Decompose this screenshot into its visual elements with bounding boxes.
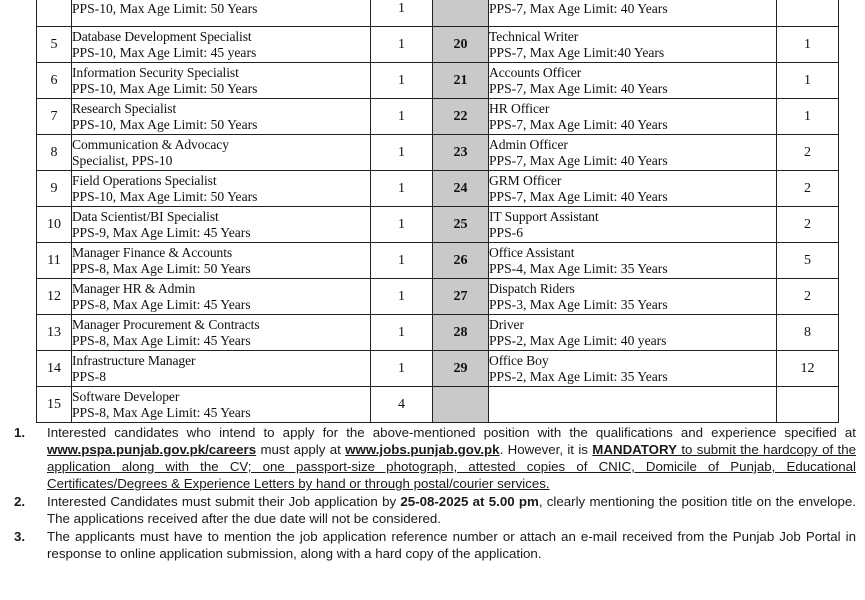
post-title: Manager HR & Admin — [72, 280, 196, 296]
post-count: 1 — [371, 315, 433, 351]
post-subtitle: PPS-8, Max Age Limit: 45 Years — [72, 332, 251, 348]
deadline-text: 25-08-2025 at 5.00 pm — [400, 494, 539, 509]
post-title: Information Security Specialist — [72, 64, 239, 80]
table-row — [37, 279, 839, 315]
post-title: HR Officer — [489, 100, 550, 116]
post-count: 1 — [371, 243, 433, 279]
serial-number: 27 — [433, 279, 489, 315]
post-title: Software Developer — [72, 388, 180, 404]
serial-number: 28 — [433, 315, 489, 351]
table-row — [37, 387, 839, 423]
post-title: Office Boy — [489, 352, 549, 368]
serial-number: 29 — [433, 351, 489, 387]
left-post-cell — [72, 0, 371, 27]
right-post-cell — [489, 0, 777, 27]
serial-number: 11 — [37, 243, 72, 279]
post-subtitle: PPS-10, Max Age Limit: 50 Years — [72, 0, 258, 16]
post-title: Research Specialist — [72, 100, 177, 116]
serial-number — [37, 0, 72, 27]
post-subtitle: PPS-10, Max Age Limit: 50 Years — [72, 116, 258, 132]
post-subtitle: PPS-7, Max Age Limit: 40 Years — [489, 0, 668, 16]
post-count: 1 — [371, 279, 433, 315]
post-title: Infrastructure Manager — [72, 352, 196, 368]
left-post-cell — [72, 135, 371, 171]
post-title: Driver — [489, 316, 524, 332]
empty-cell — [489, 387, 777, 423]
left-post-cell — [72, 63, 371, 99]
left-post-cell — [72, 387, 371, 423]
post-count: 1 — [777, 99, 839, 135]
post-count: 8 — [777, 315, 839, 351]
post-title: Office Assistant — [489, 244, 575, 260]
post-count: 1 — [371, 63, 433, 99]
serial-number: 26 — [433, 243, 489, 279]
left-post-cell — [72, 351, 371, 387]
post-subtitle: PPS-8, Max Age Limit: 45 Years — [72, 296, 251, 312]
post-count: 1 — [371, 27, 433, 63]
instruction-text: , clearly mentioning the position title on the envelope. The applications received after the due date will not be considered. — [47, 494, 857, 526]
left-post-cell — [72, 243, 371, 279]
right-post-cell — [489, 99, 777, 135]
serial-number: 5 — [37, 27, 72, 63]
instruction-text: Interested candidates who intend to apply for the above-mentioned position with the qualifications and experience specified at — [47, 425, 856, 440]
post-subtitle: PPS-3, Max Age Limit: 35 Years — [489, 296, 668, 312]
post-count: 1 — [371, 135, 433, 171]
table-row — [37, 171, 839, 207]
post-count: 1 — [371, 171, 433, 207]
post-count: 2 — [777, 171, 839, 207]
post-count — [777, 0, 839, 27]
instruction-text: Interested Candidates must submit their Job application by — [47, 494, 401, 509]
post-title: GRM Officer — [489, 172, 562, 188]
right-post-cell — [489, 63, 777, 99]
instruction-number: 2. — [14, 494, 26, 509]
post-subtitle: PPS-7, Max Age Limit:40 Years — [489, 44, 665, 60]
serial-number: 9 — [37, 171, 72, 207]
right-post-cell — [489, 171, 777, 207]
table-row — [37, 99, 839, 135]
serial-number: 14 — [37, 351, 72, 387]
post-subtitle: PPS-8, Max Age Limit: 50 Years — [72, 260, 251, 276]
serial-number: 25 — [433, 207, 489, 243]
post-subtitle: PPS-8, Max Age Limit: 45 Years — [72, 404, 251, 420]
post-subtitle: Specialist, PPS-10 — [72, 152, 173, 168]
serial-number: 23 — [433, 135, 489, 171]
post-subtitle: PPS-7, Max Age Limit: 40 Years — [489, 152, 668, 168]
post-title: Database Development Specialist — [72, 28, 252, 44]
serial-number: 6 — [37, 63, 72, 99]
instruction-1 — [14, 424, 856, 492]
post-title: Field Operations Specialist — [72, 172, 217, 188]
table-row — [37, 27, 839, 63]
post-subtitle: PPS-7, Max Age Limit: 40 Years — [489, 188, 668, 204]
table-row — [37, 0, 839, 27]
serial-number: 7 — [37, 99, 72, 135]
post-title: IT Support Assistant — [489, 208, 599, 224]
serial-number: 21 — [433, 63, 489, 99]
table-row — [37, 351, 839, 387]
table-row — [37, 135, 839, 171]
instruction-text: to submit the hardcopy of the application along with the CV; one passport-size photograph, attested copies of CNIC, Domicile of Punjab, Educational Certificates/Degrees & Experience Letters by hand or through postal/courier services. — [47, 442, 856, 491]
post-title: Data Scientist/BI Specialist — [72, 208, 219, 224]
left-post-cell — [72, 171, 371, 207]
post-count: 4 — [371, 387, 433, 423]
right-post-cell — [489, 27, 777, 63]
post-count: 5 — [777, 243, 839, 279]
post-count: 1 — [371, 99, 433, 135]
post-count: 1 — [371, 0, 433, 27]
jobs-portal-link[interactable]: www.jobs.punjab.gov.pk — [345, 442, 500, 457]
post-subtitle: PPS-7, Max Age Limit: 40 Years — [489, 116, 668, 132]
left-post-cell — [72, 27, 371, 63]
post-title: Admin Officer — [489, 136, 568, 152]
post-subtitle: PPS-4, Max Age Limit: 35 Years — [489, 260, 668, 276]
empty-cell — [777, 387, 839, 423]
post-subtitle: PPS-2, Max Age Limit: 40 years — [489, 332, 667, 348]
post-title: Technical Writer — [489, 28, 579, 44]
left-post-cell — [72, 99, 371, 135]
right-post-cell — [489, 207, 777, 243]
post-subtitle: PPS-8 — [72, 368, 107, 384]
serial-number — [433, 387, 489, 423]
post-count: 1 — [371, 351, 433, 387]
instruction-number: 3. — [14, 529, 26, 544]
serial-number: 15 — [37, 387, 72, 423]
post-subtitle: PPS-10, Max Age Limit: 50 Years — [72, 80, 258, 96]
table-row — [37, 243, 839, 279]
positions-table-body — [37, 0, 839, 423]
post-count: 1 — [777, 27, 839, 63]
post-subtitle: PPS-2, Max Age Limit: 35 Years — [489, 368, 668, 384]
post-count: 12 — [777, 351, 839, 387]
mandatory-label: MANDATORY — [592, 442, 677, 457]
right-post-cell — [489, 243, 777, 279]
instruction-text: The applicants must have to mention the job application reference number or attach an e-mail received from the Punjab Job Portal in response to online application submission, along with a hard copy of the application. — [47, 529, 856, 561]
post-title: Manager Procurement & Contracts — [72, 316, 260, 332]
positions-table — [36, 0, 839, 423]
right-post-cell — [489, 315, 777, 351]
serial-number: 10 — [37, 207, 72, 243]
post-title: Dispatch Riders — [489, 280, 575, 296]
post-subtitle: PPS-10, Max Age Limit: 45 years — [72, 44, 257, 60]
right-post-cell — [489, 135, 777, 171]
post-count: 2 — [777, 207, 839, 243]
post-subtitle: PPS-9, Max Age Limit: 45 Years — [72, 224, 251, 240]
post-title: Accounts Officer — [489, 64, 582, 80]
table-row — [37, 315, 839, 351]
post-count: 2 — [777, 279, 839, 315]
post-subtitle: PPS-6 — [489, 224, 524, 240]
left-post-cell — [72, 315, 371, 351]
left-post-cell — [72, 207, 371, 243]
serial-number — [433, 0, 489, 27]
serial-number: 20 — [433, 27, 489, 63]
instruction-2 — [14, 493, 856, 527]
post-count: 1 — [371, 207, 433, 243]
table-row — [37, 63, 839, 99]
post-subtitle: PPS-10, Max Age Limit: 50 Years — [72, 188, 258, 204]
careers-link[interactable]: www.pspa.punjab.gov.pk/careers — [47, 442, 257, 457]
right-post-cell — [489, 279, 777, 315]
serial-number: 8 — [37, 135, 72, 171]
instruction-text: . However, it is — [499, 442, 593, 457]
serial-number: 24 — [433, 171, 489, 207]
post-title: Communication & Advocacy — [72, 136, 229, 152]
post-title: Manager Finance & Accounts — [72, 244, 233, 260]
post-count: 1 — [777, 63, 839, 99]
serial-number: 22 — [433, 99, 489, 135]
serial-number: 12 — [37, 279, 72, 315]
post-count: 2 — [777, 135, 839, 171]
instruction-3 — [14, 528, 856, 562]
left-post-cell — [72, 279, 371, 315]
instructions-list — [14, 424, 856, 563]
right-post-cell — [489, 351, 777, 387]
instruction-number: 1. — [14, 425, 26, 440]
serial-number: 13 — [37, 315, 72, 351]
table-row — [37, 207, 839, 243]
instruction-text: must apply at — [256, 442, 346, 457]
post-subtitle: PPS-7, Max Age Limit: 40 Years — [489, 80, 668, 96]
